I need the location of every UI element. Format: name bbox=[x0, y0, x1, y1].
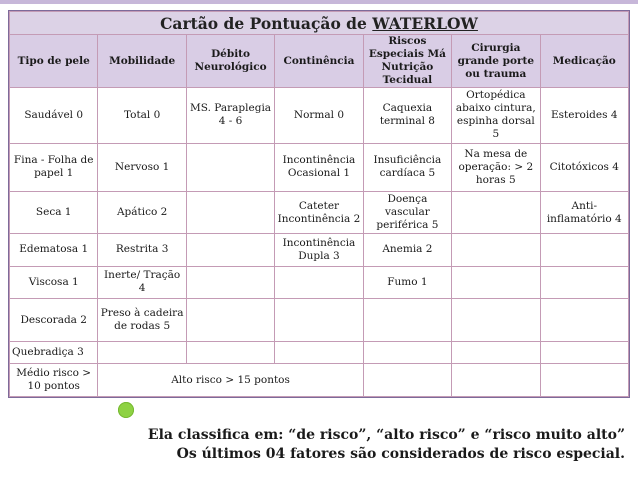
table-cell bbox=[186, 342, 274, 364]
table-cell: Esteroides 4 bbox=[540, 88, 628, 144]
table-row bbox=[10, 364, 629, 397]
table-cell bbox=[452, 266, 540, 299]
table-cell: Total 0 bbox=[98, 88, 186, 144]
table-row bbox=[10, 299, 629, 342]
table-cell bbox=[452, 342, 540, 364]
table-cell: MS. Paraplegia 4 - 6 bbox=[186, 88, 274, 144]
table-cell bbox=[540, 266, 628, 299]
table-cell: Incontinência Dupla 3 bbox=[275, 234, 363, 267]
col-header: Riscos Especiais Má Nutrição Tecidual bbox=[363, 35, 451, 88]
col-header: Continência bbox=[275, 35, 363, 88]
table-cell bbox=[540, 299, 628, 342]
table-cell: Incontinência Ocasional 1 bbox=[275, 143, 363, 191]
table-cell bbox=[275, 299, 363, 342]
table-cell bbox=[275, 266, 363, 299]
table-cell bbox=[363, 364, 451, 397]
table-cell: Seca 1 bbox=[10, 192, 98, 234]
table-cell: Apático 2 bbox=[98, 192, 186, 234]
table-cell bbox=[186, 143, 274, 191]
table-row bbox=[10, 192, 629, 234]
table-row bbox=[10, 234, 629, 267]
footer-line-2: Os últimos 04 fatores são considerados de risco especial. bbox=[176, 446, 625, 462]
waterlow-card bbox=[8, 10, 630, 398]
table-cell bbox=[98, 342, 186, 364]
table-row bbox=[10, 143, 629, 191]
table-cell: Na mesa de operação: > 2 horas 5 bbox=[452, 143, 540, 191]
table-cell bbox=[452, 234, 540, 267]
table-cell bbox=[275, 342, 363, 364]
col-header: Mobilidade bbox=[98, 35, 186, 88]
col-header: Cirurgia grande porte ou trauma bbox=[452, 35, 540, 88]
table-cell: Restrita 3 bbox=[98, 234, 186, 267]
table-cell: Edematosa 1 bbox=[10, 234, 98, 267]
table-cell bbox=[452, 299, 540, 342]
table-cell: Saudável 0 bbox=[10, 88, 98, 144]
table-cell bbox=[186, 266, 274, 299]
table-cell: Fina - Folha de papel 1 bbox=[10, 143, 98, 191]
table-cell: Insuficiência cardíaca 5 bbox=[363, 143, 451, 191]
high-risk-cell: Alto risco > 15 pontos bbox=[98, 364, 363, 397]
table-cell: Preso à cadeira de rodas 5 bbox=[98, 299, 186, 342]
col-header: Medicação bbox=[540, 35, 628, 88]
table-cell: Caquexia terminal 8 bbox=[363, 88, 451, 144]
top-decoration bbox=[0, 0, 638, 4]
table-cell bbox=[186, 299, 274, 342]
table-cell bbox=[540, 364, 628, 397]
table-row bbox=[10, 88, 629, 144]
table-cell: Fumo 1 bbox=[363, 266, 451, 299]
table-cell bbox=[452, 364, 540, 397]
table-cell: Doença vascular periférica 5 bbox=[363, 192, 451, 234]
table-cell: Inerte/ Tração 4 bbox=[98, 266, 186, 299]
table-cell: Anemia 2 bbox=[363, 234, 451, 267]
table-row bbox=[10, 266, 629, 299]
footer-line-1: Ela classifica em: “de risco”, “alto risco” e “risco muito alto” bbox=[147, 427, 625, 443]
table-cell bbox=[363, 342, 451, 364]
title-prefix: Cartão de Pontuação de bbox=[160, 13, 367, 33]
footer-text bbox=[115, 426, 625, 464]
table-row bbox=[10, 342, 629, 364]
table-cell bbox=[186, 192, 274, 234]
table-cell bbox=[363, 299, 451, 342]
table-cell: Quebradiça 3 bbox=[10, 342, 98, 364]
table-cell bbox=[452, 192, 540, 234]
table-cell: Nervoso 1 bbox=[98, 143, 186, 191]
title-emphasis: WATERLOW bbox=[372, 13, 478, 33]
col-header: Tipo de pele bbox=[10, 35, 98, 88]
table-cell bbox=[540, 342, 628, 364]
table-cell: Citotóxicos 4 bbox=[540, 143, 628, 191]
col-header: Débito Neurológico bbox=[186, 35, 274, 88]
medium-risk-cell: Médio risco > 10 pontos bbox=[10, 364, 98, 397]
waterlow-table bbox=[9, 11, 629, 397]
table-cell bbox=[540, 234, 628, 267]
table-title bbox=[10, 12, 629, 35]
green-bullet-icon bbox=[118, 402, 134, 418]
table-cell: Normal 0 bbox=[275, 88, 363, 144]
table-cell: Descorada 2 bbox=[10, 299, 98, 342]
table-cell: Viscosa 1 bbox=[10, 266, 98, 299]
table-cell: Anti-inflamatório 4 bbox=[540, 192, 628, 234]
table-cell bbox=[186, 234, 274, 267]
table-cell: Ortopédica abaixo cintura, espinha dorsal 5 bbox=[452, 88, 540, 144]
table-cell: Cateter Incontinência 2 bbox=[275, 192, 363, 234]
